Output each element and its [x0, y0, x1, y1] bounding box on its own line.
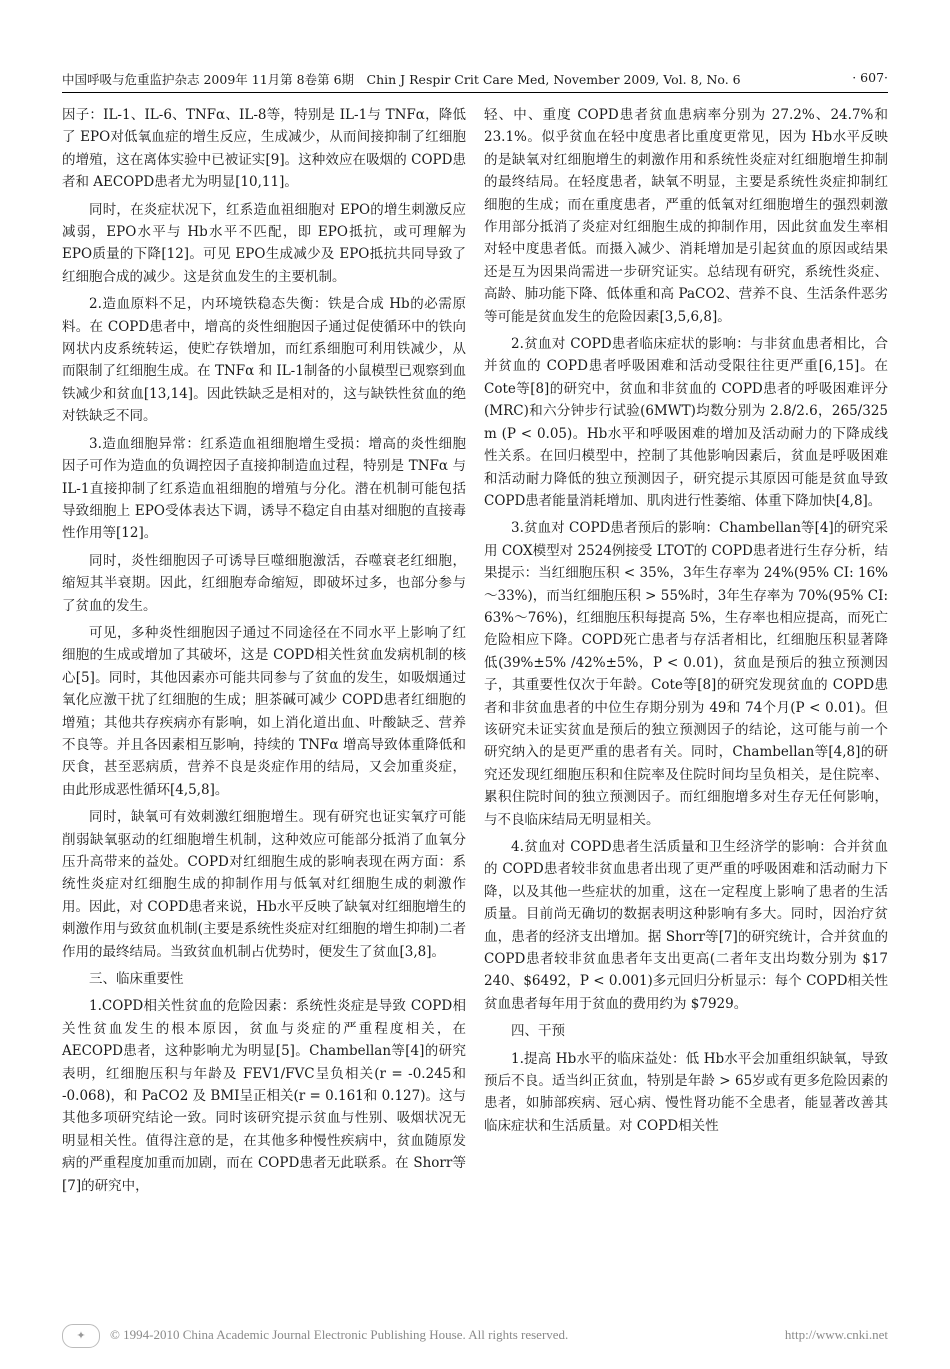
right-column	[484, 104, 888, 1142]
section-heading: 三、临床重要性	[89, 971, 184, 988]
journal-citation: 中国呼吸与危重监护杂志 2009年 11月第 8卷第 6期 Chin J Respir Crit Care Med, November 2009, Vol. 8, No. 6	[62, 72, 741, 87]
paragraph: 同时，缺氧可有效刺激红细胞增生。现有研究也证实氧疗可能削弱缺氧驱动的红细胞增生机制，这种效应可能部分抵消了血氧分压升高带来的益处。COPD对红细胞生成的影响表现在两方面：系统性炎症对红细胞生成的抑制作用与低氧对红细胞生成的刺激作用。因此，对 COPD患者来说，Hb水平反映了缺氧对红细胞增生的刺激作用与致贫血机制(主要是系统性炎症对红细胞的增生抑制)二者作用的最终结局。当致贫血机制占优势时，便发生了贫血[3,8]。	[62, 809, 466, 960]
page-footer	[62, 1322, 888, 1350]
copyright-notice: © 1994-2010 China Academic Journal Electronic Publishing House. All rights reserved.	[110, 1327, 569, 1342]
paragraph: 4.贫血对 COPD患者生活质量和卫生经济学的影响：合并贫血的 COPD患者较非贫血患者出现了更严重的呼吸困难和活动耐力下降，以及其他一些症状的加重，这在一定程度上影响了患者的生活质量。目前尚无确切的数据表明这种影响有多大。同时，因治疗贫血，患者的经济支出增加。据 Shorr等[7]的研究统计，合并贫血的 COPD患者较非贫血患者年支出更高(二者年支出均数分别为 $17 240、$6492，P < 0.001)多元回归分析显示：每个 COPD相关性贫血患者每年用于贫血的费用约为 $7929。	[484, 839, 888, 1012]
header-rule	[62, 92, 888, 93]
section-heading: 四、干预	[511, 1023, 565, 1040]
paragraph: 2.贫血对 COPD患者临床症状的影响：与非贫血患者相比，合并贫血的 COPD患者呼吸困难和活动受限往往更严重[6,15]。在 Cote等[8]的研究中，贫血和非贫血的 COPD患者的呼吸困难评分(MRC)和六分钟步行试验(6MWT)均数分别为 2.8/2.6，265/325 m (P < 0.05)。Hb水平和呼吸困难的增加及活动耐力的下降成线性关系。在回归模型中，控制了其他影响因素后，贫血是呼吸困难和活动耐力降低的独立预测因子，研究提示其原因可能是贫血导致 COPD患者能量消耗增加、肌肉进行性萎缩、体重下降加快[4,8]。	[484, 336, 888, 509]
page-number: · 607·	[852, 70, 888, 85]
paragraph: 轻、中、重度 COPD患者贫血患病率分别为 27.2%、24.7%和 23.1%。似乎贫血在轻中度患者比重度更常见，因为 Hb水平反映的是缺氧对红细胞增生的刺激作用和系统性炎症对红细胞增生抑制的最终结局。在轻度患者，缺氧不明显，主要是系统性炎症抑制红细胞的生成；而在重度患者，严重的低氧对红细胞增生的强烈刺激作用部分抵消了炎症对红细胞生成的抑制作用，因此贫血发生率相对轻中度患者低。而摄入减少、消耗增加是引起贫血的原因或结果还是互为因果尚需进一步研究证实。总结现有研究，系统性炎症、高龄、肺功能下降、低体重和高 PaCO2、营养不良、生活条件恶劣等可能是贫血发生的危险因素[3,5,6,8]。	[484, 107, 888, 325]
left-column	[62, 104, 466, 1202]
paragraph: 3.贫血对 COPD患者预后的影响：Chambellan等[4]的研究采用 COX模型对 2524例接受 LTOT的 COPD患者进行生存分析，结果提示：当红细胞压积 < 35%，3年生存率为 24%(95% CI: 16%～33%)，而当红细胞压积 > 55%时，3年生存率为 70%(95% CI: 63%～76%)，红细胞压积每提高 5%，生存率也相应提高，而死亡危险相应下降。COPD死亡患者与存活者相比，红细胞压积显著降低(39%±5% /42%±5%，P < 0.01)，贫血是预后的独立预测因子，其重要性仅次于年龄。Cote等[8]的研究发现贫血的 COPD患者和非贫血患者的中位生存期分别为 49和 74个月(P < 0.01)。但该研究未证实贫血是预后的独立预测因子的结论，这可能与前一个研究纳入的是更严重的患者有关。同时，Chambellan等[4,8]的研究还发现红细胞压积和住院率及住院时间均呈负相关，是住院率、累积住院时间的独立预测因子。而红细胞增多对生存无任何影响，与不良临床结局无明显相关。	[484, 520, 888, 828]
paragraph: 3.造血细胞异常：红系造血祖细胞增生受损：增高的炎性细胞因子可作为造血的负调控因子直接抑制造血过程，特别是 TNFα 与 IL-1直接抑制了红系造血祖细胞的增殖与分化。潜在机制可能包括导致细胞上 EPO受体表达下调，诱导不稳定自由基对细胞的直接毒性作用等[12]。	[62, 435, 466, 542]
paragraph: 可见，多种炎性细胞因子通过不同途径在不同水平上影响了红细胞的生成或增加了其破坏，这是 COPD相关性贫血发病机制的核心[5]。同时，其他因素亦可能共同参与了贫血的发生，如吸烟通过氧化应激干扰了红细胞的生成；胆茶碱可减少 COPD患者红细胞的增殖；其他共存疾病亦有影响，如上消化道出血、叶酸缺乏、营养不良等。并且各因素相互影响，持续的 TNFα 增高导致体重降低和厌食，甚至恶病质，营养不良是炎症作用的结局，又会加重炎症，由此形成恶性循环[4,5,8]。	[62, 624, 466, 798]
paragraph: 同时，炎性细胞因子可诱导巨噬细胞激活，吞噬衰老红细胞，缩短其半衰期。因此，红细胞寿命缩短，即破坏过多，也部分参与了贫血的发生。	[62, 552, 466, 614]
paragraph: 1.提高 Hb水平的临床益处：低 Hb水平会加重组织缺氧，导致预后不良。适当纠正贫血，特别是年龄 > 65岁或有更多危险因素的患者，如肺部疾病、冠心病、慢性肾功能不全患者，能显著改善其临床症状和生活质量。对 COPD相关性	[484, 1050, 888, 1134]
paragraph: 2.造血原料不足，内环境铁稳态失衡：铁是合成 Hb的必需原料。在 COPD患者中，增高的炎性细胞因子通过促使循环中的铁向网状内皮系统转运，使贮存铁增加，而红系细胞可利用铁减少，从而限制了红细胞生成。在 TNFα 和 IL-1制备的小鼠模型已观察到血铁减少和贫血[13,14]。因此铁缺乏是相对的，这与缺铁性贫血的绝对铁缺乏不同。	[62, 296, 466, 425]
paragraph: 同时，在炎症状况下，红系造血祖细胞对 EPO的增生刺激反应减弱，EPO水平与 Hb水平不匹配，即 EPO抵抗，或可理解为 EPO质量的下降[12]。可见 EPO生成减少及 EPO抵抗共同导致了红细胞合成的减少。这是贫血发生的主要机制。	[62, 201, 466, 285]
paragraph: 因子：IL-1、IL-6、TNFα、IL-8等，特别是 IL-1与 TNFα，降低了 EPO对低氧血症的增生反应，生成减少，从而间接抑制了红细胞的增殖，这在离体实验中已被证实[9]。这种效应在吸烟的 COPD患者和 AECOPD患者尤为明显[10,11]。	[62, 107, 466, 191]
paragraph: 1.COPD相关性贫血的危险因素：系统性炎症是导致 COPD相关性贫血发生的根本原因，贫血与炎症的严重程度相关，在 AECOPD患者，这种影响尤为明显[5]。Chambellan等[4]的研究表明，红细胞压积与年龄及 FEV1/FVC呈负相关(r = -0.245和 -0.068)，和 PaCO2 及 BMI呈正相关(r = 0.161和 0.127)。这与其他多项研究结论一致。同时该研究提示贫血与性别、吸烟状况无明显相关性。值得注意的是，在其他多种慢性疾病中，贫血随原发病的严重程度加重而加剧，而在 COPD患者无此联系。在 Shorr等[7]的研究中，	[62, 998, 466, 1194]
running-header	[62, 70, 888, 90]
publisher-logo-icon: ✦	[62, 1324, 100, 1348]
publisher-url[interactable]: http://www.cnki.net	[784, 1327, 888, 1342]
